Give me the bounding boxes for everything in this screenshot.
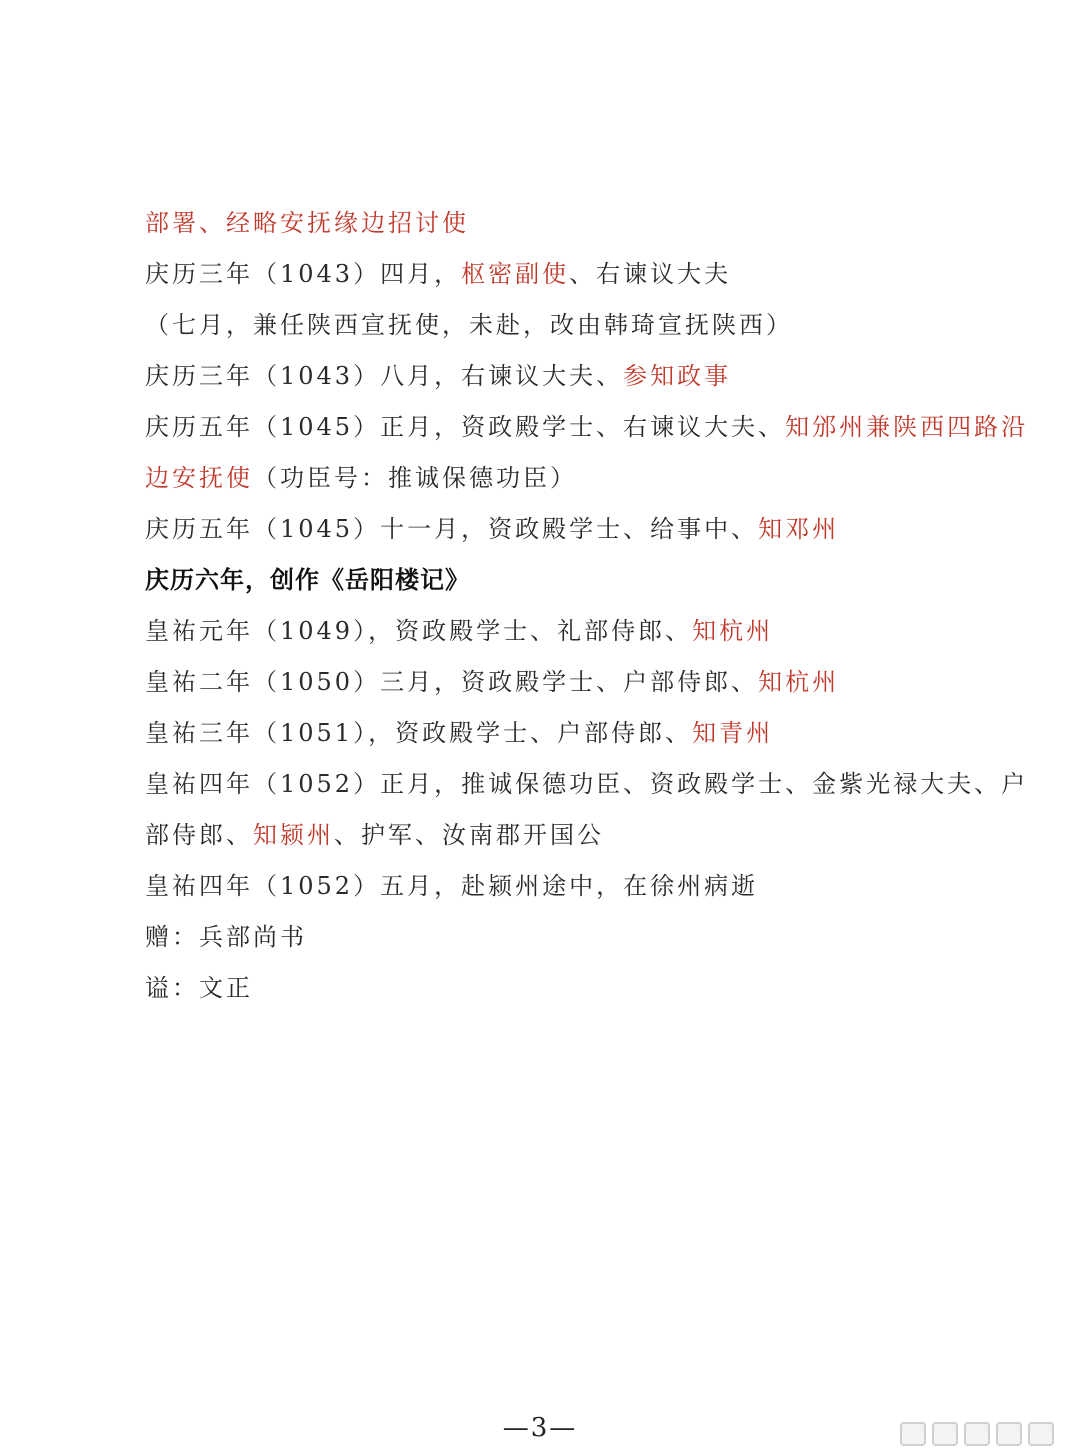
line-text: 庆历五年（1045）十一月，资政殿学士、给事中、 — [145, 515, 759, 543]
highlight-heading — [145, 555, 965, 606]
office-title-highlight: 知邠州兼陕西四路沿 — [785, 413, 1029, 441]
line-text: 庆历六年，创作《岳阳楼记》 — [145, 566, 470, 594]
office-title-highlight: 知颍州 — [253, 821, 334, 849]
watermark-icon — [1028, 1422, 1054, 1446]
timeline-line — [145, 759, 1029, 810]
line-text: 、右谏议大夫 — [569, 260, 732, 288]
office-title-highlight: 知邓州 — [758, 515, 840, 543]
line-text: 皇祐三年（1051），资政殿学士、户部侍郎、 — [145, 719, 693, 747]
timeline-line — [145, 402, 1029, 453]
timeline-line — [145, 198, 965, 249]
line-text: 庆历三年（1043）八月，右谏议大夫、 — [145, 362, 624, 390]
timeline-line — [145, 249, 965, 300]
office-title-highlight: 部署、经略安抚缘边招讨使 — [145, 209, 469, 237]
office-title-highlight: 知杭州 — [758, 668, 840, 696]
timeline-line — [145, 810, 965, 861]
line-text: 部侍郎、 — [145, 821, 253, 849]
timeline-line — [145, 861, 965, 912]
timeline-line — [145, 300, 965, 351]
timeline-line — [145, 657, 965, 708]
line-text: 皇祐四年（1052）正月，推诚保德功臣、资政殿学士、金紫光禄大夫、户 — [145, 770, 1029, 798]
timeline-line — [145, 504, 965, 555]
watermark-icon — [900, 1422, 926, 1446]
watermark-icon — [964, 1422, 990, 1446]
timeline-line — [145, 708, 965, 759]
line-text: 庆历三年（1043）四月， — [145, 260, 462, 288]
line-text: （七月，兼任陕西宣抚使，未赴，改由韩琦宣抚陕西） — [145, 311, 793, 339]
timeline-line — [145, 963, 965, 1014]
office-title-highlight: 参知政事 — [623, 362, 732, 390]
line-text: 皇祐元年（1049），资政殿学士、礼部侍郎、 — [145, 617, 693, 645]
timeline-line — [145, 351, 965, 402]
timeline-line — [145, 606, 965, 657]
line-text: 皇祐二年（1050）三月，资政殿学士、户部侍郎、 — [145, 668, 759, 696]
office-title-highlight: 边安抚使 — [145, 464, 253, 492]
line-text: （功臣号：推诚保德功臣） — [253, 464, 577, 492]
page-number: —3— — [502, 1413, 578, 1443]
timeline-line — [145, 912, 965, 963]
line-text: 皇祐四年（1052）五月，赴颍州途中，在徐州病逝 — [145, 872, 759, 900]
timeline-line — [145, 453, 965, 504]
watermark-icon — [996, 1422, 1022, 1446]
biography-timeline — [145, 198, 1029, 1014]
office-title-highlight: 枢密副使 — [461, 260, 570, 288]
line-text: 谥：文正 — [145, 974, 253, 1002]
watermark-logo — [900, 1422, 1054, 1446]
office-title-highlight: 知青州 — [692, 719, 774, 747]
office-title-highlight: 知杭州 — [692, 617, 774, 645]
line-text: 赠：兵部尚书 — [145, 923, 307, 951]
line-text: 、护军、汝南郡开国公 — [334, 821, 604, 849]
line-text: 庆历五年（1045）正月，资政殿学士、右谏议大夫、 — [145, 413, 786, 441]
watermark-icon — [932, 1422, 958, 1446]
